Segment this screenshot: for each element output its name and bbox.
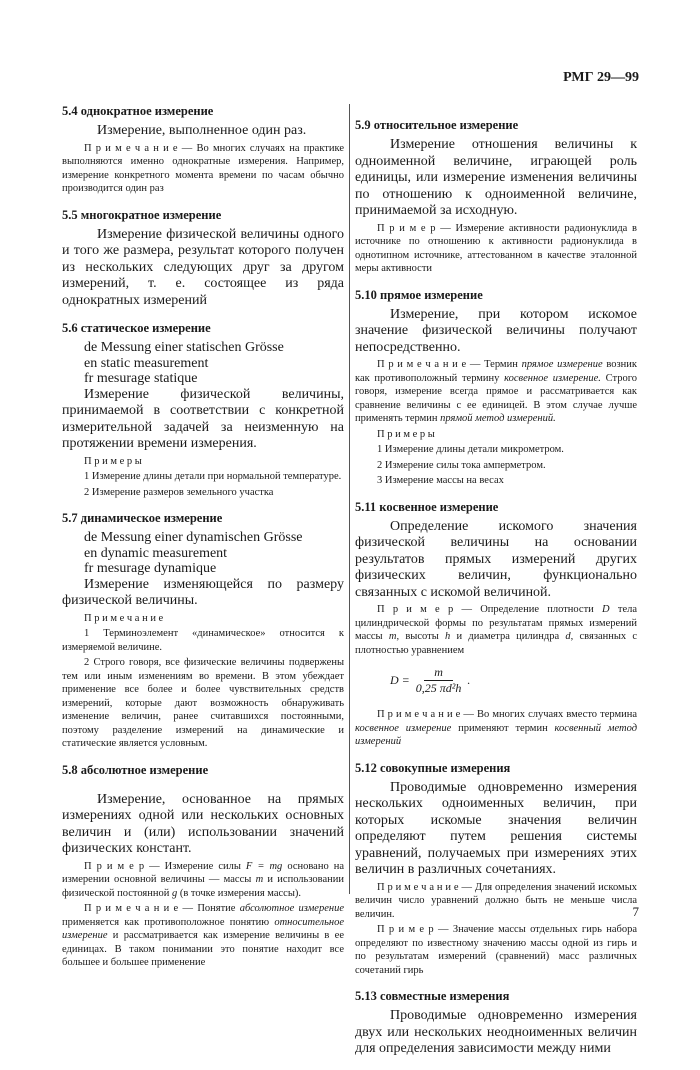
note-label: П р и м е ч а н и е — — [84, 142, 193, 154]
definition: Проводимые одновременно измерения двух или нескольких неодноименных величин для определения зависимости между ними — [355, 1008, 637, 1056]
example-label: П р и м е р — — [377, 924, 449, 935]
definition: Измерение, выполненное один раз. — [97, 123, 307, 138]
note-label: П р и м е ч а н и е — — [377, 881, 472, 893]
formula-lhs: D = — [390, 673, 410, 687]
definition: Измерение изменяющейся по размеру физической величины. — [62, 576, 344, 608]
note-label: П р и м е ч а н и е — — [377, 359, 481, 370]
formula-denominator: 0,25 πd²h — [415, 681, 462, 695]
note-2: 2 Строго говоря, все физические величины подвержены тем или иным изменениям во времени. В этом убеждает применение все более и более чувствительных средств измерений, которые дают возможность обнаруживать изменение величин, ранее считавшихся постоянными, поэтому разделение измерений на динамические и статические является условным. — [62, 657, 344, 749]
term-en: en dynamic measurement — [84, 545, 228, 561]
left-column — [62, 104, 344, 982]
note: П р и м е ч а н и е — Понятие абсолютное измерение применяется как противоположное понятию относительное измерение и рассматривается как измерение величины в ее единицах. В таком понимании это понятие находит все большее и большее применение — [62, 903, 344, 968]
example-3: 3 Измерение массы на весах — [377, 475, 504, 486]
example-label: П р и м е р — — [377, 604, 472, 615]
term-de: de Messung einer dynamischen Grösse — [84, 530, 303, 545]
definition: Измерение физической величины одного и того же размера, результат которого получен из нескольких следующих друг за другом измерений, т. е. состоящее из ряда однократных измерений — [62, 226, 344, 308]
definition: Измерение, при котором искомое значение физической величины получают непосредственно. — [355, 306, 637, 355]
section-title: 5.8 абсолютное измерение — [62, 762, 209, 777]
example-2: 2 Измерение силы тока амперметром. — [377, 459, 546, 471]
note — [62, 142, 344, 196]
examples-label: П р и м е р ы — [84, 455, 142, 467]
section-5-8 — [62, 763, 344, 970]
example: П р и м е р — Измерение силы F = mg основано на измерении основной величины — массы m и использовании физической постоянной g (в точке измерения массы). — [62, 860, 345, 899]
formula: F = mg — [245, 860, 283, 872]
column-divider — [349, 104, 350, 894]
definition: Измерение, основанное на прямых измерениях одной или нескольких основных величин и (или) использовании значений физических констант. — [62, 791, 344, 856]
section-5-13 — [355, 989, 637, 1058]
example-2: 2 Измерение размеров земельного участка — [84, 486, 274, 498]
example-label: П р и м е р — — [84, 860, 160, 872]
section-5-9 — [355, 118, 637, 276]
note: П р и м е ч а н и е — Для определения значений искомых величин число уравнений должно быть не меньше числа величин. — [355, 881, 637, 920]
section-5-7 — [62, 511, 344, 751]
example-label: П р и м е р — — [377, 222, 451, 234]
definition: Измерение отношения величины к одноименной величине, играющей роль единицы, или измерение изменения величины по отношению к одноименной величине, принимаемой за исходную. — [355, 137, 637, 218]
note-label: П р и м е ч а н и е — — [377, 709, 474, 720]
note-label: П р и м е ч а н и е — [84, 612, 164, 624]
right-column — [355, 118, 637, 1070]
section-title: 5.10 прямое измерение — [355, 287, 483, 302]
definition: Измерение физической величины, принимаемой в соответствии с конкретной измерительной задачей за неизменную на протяжении времени измерения. — [62, 386, 344, 451]
example-1: 1 Измерение длины детали микрометром. — [377, 444, 564, 455]
section-title: 5.9 относительное измерение — [355, 118, 519, 132]
term-en: en static measurement — [84, 355, 209, 371]
definition: Проводимые одновременно измерения нескольких одноименных величин, при которых искомые значения величин определяют путем решения системы уравнений, получаемых при измерениях этих величин в различных сочетаниях. — [355, 779, 637, 877]
section-title: 5.4 однократное измерение — [62, 104, 214, 118]
example: П р и м е р — Определение плотности D тела цилиндрической формы по результатам прямых измерений массы m, высоты h и диаметра цилиндра d, связанных с плотностью уравнением — [355, 604, 638, 656]
example: П р и м е р — Значение массы отдельных гирь набора определяют по известному значению массы одной из гирь и по результатам измерений (сравнений) масс различных сочетаний гирь — [355, 924, 637, 976]
section-title: 5.13 совместные измерения — [355, 989, 510, 1003]
section-title: 5.7 динамическое измерение — [62, 511, 223, 525]
section-5-10 — [355, 288, 637, 488]
section-5-5 — [62, 208, 344, 310]
formula-end: . — [467, 673, 471, 687]
term-fr: fr mesurage statique — [84, 371, 198, 386]
note: П р и м е ч а н и е — Термин прямое измерение возник как противоположный термину косвенное измерение. Строго говоря, измерение всегда прямое и рассматривается как сравнение величины с ее единицей. В этом случае лучше применять термин прямой метод измерений. — [355, 359, 637, 424]
note-text: Во многих случаях на практике выполняются именно однократные измерения. Например, измерение конкретного момента времени по часам обычно производится один раз — [62, 142, 345, 194]
section-5-12 — [355, 761, 637, 978]
formula-fraction — [416, 665, 462, 696]
section-5-11 — [355, 500, 637, 749]
term-de: de Messung einer statischen Grösse — [84, 340, 284, 355]
example-1: 1 Измерение длины детали при нормальной температуре. — [84, 471, 342, 482]
document-id: РМГ 29—99 — [563, 70, 639, 85]
note: П р и м е ч а н и е — Во многих случаях вместо термина косвенное измерение применяют термин косвенный метод измерений — [355, 709, 638, 747]
section-title: 5.11 косвенное измерение — [355, 499, 499, 514]
section-title: 5.5 многократное измерение — [62, 207, 222, 222]
section-5-6 — [62, 321, 344, 499]
example: П р и м е р — Измерение активности радионуклида в источнике по отношению к активности радионуклида в однотипном источнике, аттестованном в качестве эталонной меры активности — [355, 222, 638, 274]
formula-numerator: m — [424, 665, 453, 681]
term-fr: fr mesurage dynamique — [84, 561, 217, 576]
section-title: 5.6 статическое измерение — [62, 321, 211, 335]
note-1: 1 Терминоэлемент «динамическое» относится к измеряемой величине. — [62, 628, 344, 653]
note-label: П р и м е ч а н и е — — [84, 903, 194, 914]
page-number: 7 — [632, 904, 639, 919]
density-formula — [390, 665, 637, 696]
examples-label: П р и м е р ы — [377, 428, 435, 440]
section-5-4 — [62, 104, 344, 196]
section-title: 5.12 совокупные измерения — [355, 760, 511, 775]
definition: Определение искомого значения физической величины на основании результатов прямых измерений других физических величин, функционально связанных с искомой величиной. — [355, 518, 637, 600]
